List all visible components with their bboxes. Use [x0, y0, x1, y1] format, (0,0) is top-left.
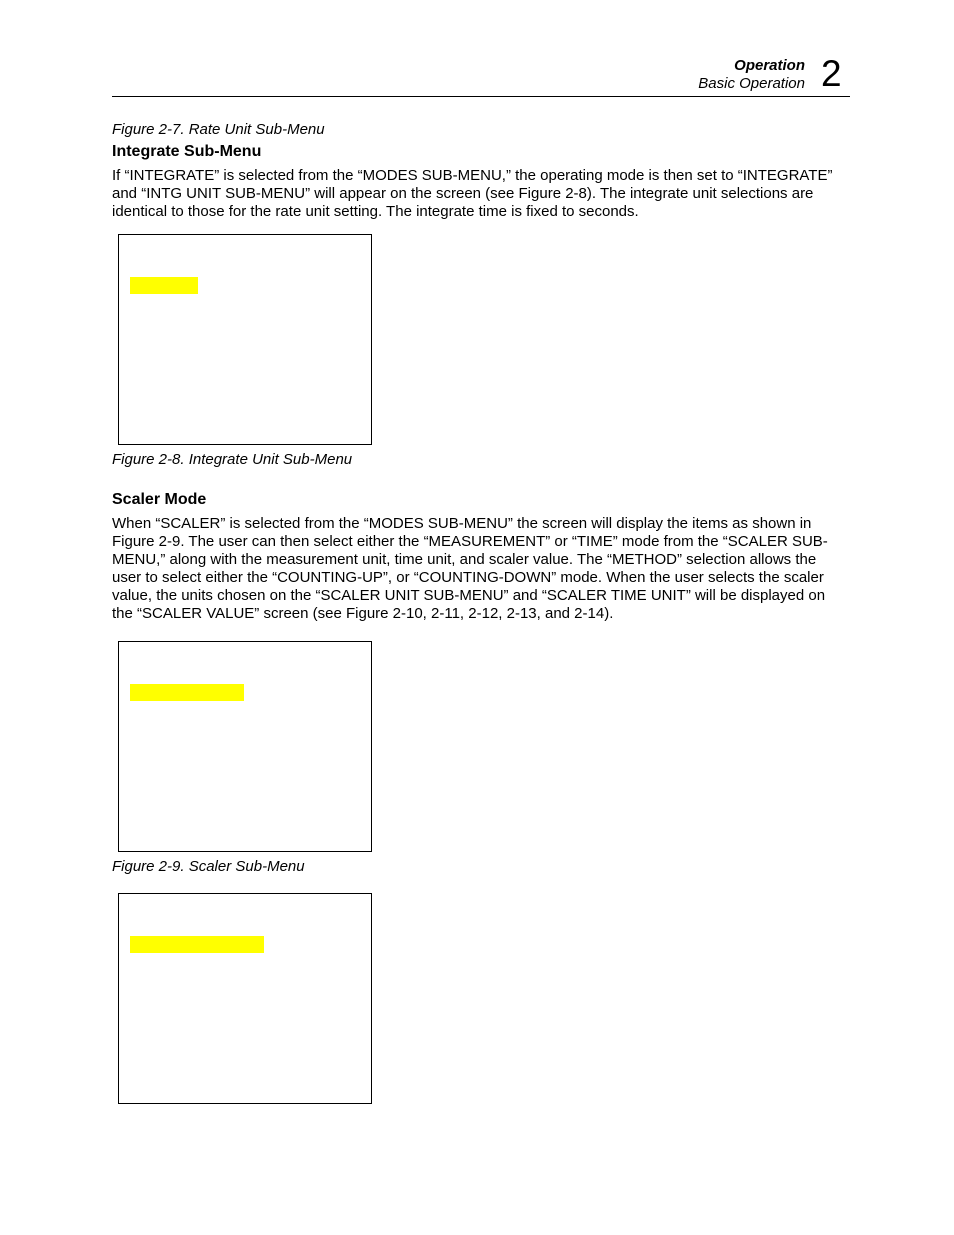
selected-item-highlight	[130, 936, 264, 953]
header-subsection: Basic Operation	[698, 75, 805, 92]
integrate-paragraph: If “INTEGRATE” is selected from the “MODES SUB-MENU,” the operating mode is then set to “INTEGRATE” and “INTG UNIT SUB-MENU” will appear on the screen (see Figure 2-8). The integrate unit selections are identical to those for the rate unit setting. The integrate time is fixed to seconds.	[112, 167, 833, 220]
figure-2-7-caption: Figure 2-7. Rate Unit Sub-Menu	[112, 121, 325, 138]
figure-2-8-caption: Figure 2-8. Integrate Unit Sub-Menu	[112, 451, 353, 468]
selected-item-highlight	[130, 277, 198, 294]
scaler-heading: Scaler Mode	[112, 491, 207, 508]
integrate-unit-screen	[118, 234, 372, 445]
header-section-title: Operation	[734, 57, 805, 74]
header-rule	[112, 96, 850, 97]
scaler-paragraph: When “SCALER” is selected from the “MODES SUB-MENU” the screen will display the items as shown in Figure 2-9. The user can then select either the “MEASUREMENT” or “TIME” mode from the “SCALER SUB-MENU,” along with the measurement unit, time unit, and scaler value. The “METHOD” selection allows the user to select either the “COUNTING-UP”, or “COUNTING-DOWN” mode. When the user selects the scaler value, the units chosen on the “SCALER UNIT SUB-MENU” and “SCALER TIME UNIT” will be displayed on the “SCALER VALUE” screen (see Figure 2-10, 2-11, 2-12, 2-13, and 2-14).	[112, 515, 828, 622]
figure-2-9-caption: Figure 2-9. Scaler Sub-Menu	[112, 858, 305, 875]
scaler-sub-menu-screen	[118, 641, 372, 852]
chapter-number: 2	[821, 53, 842, 94]
selected-item-highlight	[130, 684, 244, 701]
scaler-next-screen	[118, 893, 372, 1104]
integrate-heading: Integrate Sub-Menu	[112, 143, 262, 160]
